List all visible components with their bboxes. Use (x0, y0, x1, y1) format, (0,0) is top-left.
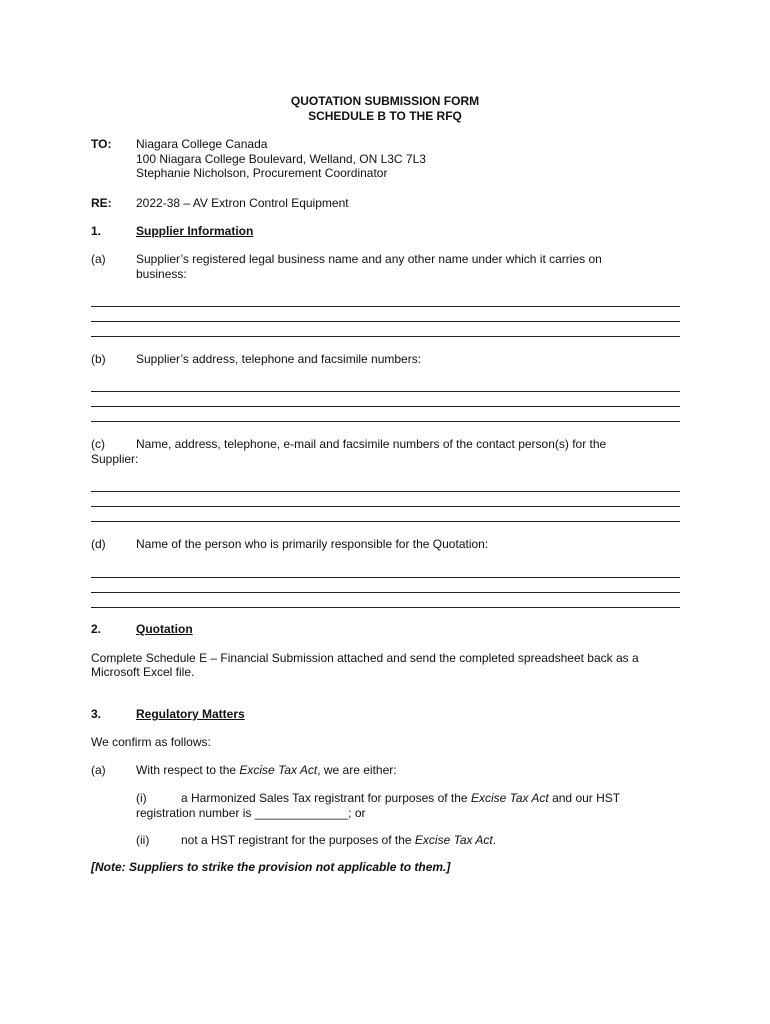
answer-line-c-2[interactable] (91, 506, 680, 507)
answer-line-b-1[interactable] (91, 391, 680, 392)
to-line-1: Niagara College Canada (136, 137, 268, 151)
item-c-label: (c) (91, 437, 105, 451)
item-b-label: (b) (91, 352, 106, 366)
re-label: RE: (91, 196, 112, 210)
item-ii-label: (ii) (136, 833, 150, 847)
answer-line-a-1[interactable] (91, 306, 680, 307)
item-3a-text: With respect to the Excise Tax Act, we are either: (136, 763, 397, 777)
section-3-heading: Regulatory Matters (136, 707, 245, 721)
section-2-text-2: Microsoft Excel file. (91, 665, 195, 679)
answer-line-d-1[interactable] (91, 577, 680, 578)
answer-line-d-3[interactable] (91, 607, 680, 608)
re-text: 2022-38 – AV Extron Control Equipment (136, 196, 349, 210)
answer-line-a-2[interactable] (91, 321, 680, 322)
section-2-text-1: Complete Schedule E – Financial Submission attached and send the completed spreadsheet back as a (91, 651, 639, 665)
to-label: TO: (91, 137, 112, 151)
form-title: QUOTATION SUBMISSION FORM (290, 94, 480, 108)
section-2-heading: Quotation (136, 622, 193, 636)
item-i-text-2: registration number is ______________; or (136, 806, 366, 820)
section-1-number: 1. (91, 224, 102, 238)
section-3-intro: We confirm as follows: (91, 735, 211, 749)
item-a-text-1: Supplier’s registered legal business name and any other name under which it carries on (136, 252, 602, 266)
answer-line-c-1[interactable] (91, 491, 680, 492)
item-3a-label: (a) (91, 763, 106, 777)
answer-line-b-3[interactable] (91, 421, 680, 422)
answer-line-d-2[interactable] (91, 592, 680, 593)
answer-line-c-3[interactable] (91, 521, 680, 522)
item-c-text-2: Supplier: (91, 452, 139, 466)
answer-line-a-3[interactable] (91, 336, 680, 337)
item-a-label: (a) (91, 252, 106, 266)
item-b-text: Supplier’s address, telephone and facsimile numbers: (136, 352, 422, 366)
item-ii-text: not a HST registrant for the purposes of the Excise Tax Act. (181, 833, 497, 847)
to-line-2: 100 Niagara College Boulevard, Welland, ON L3C 7L3 (136, 152, 426, 166)
item-i-text-1: a Harmonized Sales Tax registrant for purposes of the Excise Tax Act and our HST (181, 791, 621, 805)
item-d-text: Name of the person who is primarily responsible for the Quotation: (136, 537, 489, 551)
section-1-heading: Supplier Information (136, 224, 254, 238)
item-a-text-2: business: (136, 267, 187, 281)
section-3-number: 3. (91, 707, 102, 721)
item-d-label: (d) (91, 537, 106, 551)
item-i-label: (i) (136, 791, 147, 805)
form-subtitle: SCHEDULE B TO THE RFQ (308, 109, 462, 123)
item-c-text-1: Name, address, telephone, e-mail and facsimile numbers of the contact person(s) for the (136, 437, 607, 451)
to-line-3: Stephanie Nicholson, Procurement Coordinator (136, 166, 388, 180)
note-text: [Note: Suppliers to strike the provision not applicable to them.] (91, 860, 451, 874)
answer-line-b-2[interactable] (91, 406, 680, 407)
section-2-number: 2. (91, 622, 102, 636)
